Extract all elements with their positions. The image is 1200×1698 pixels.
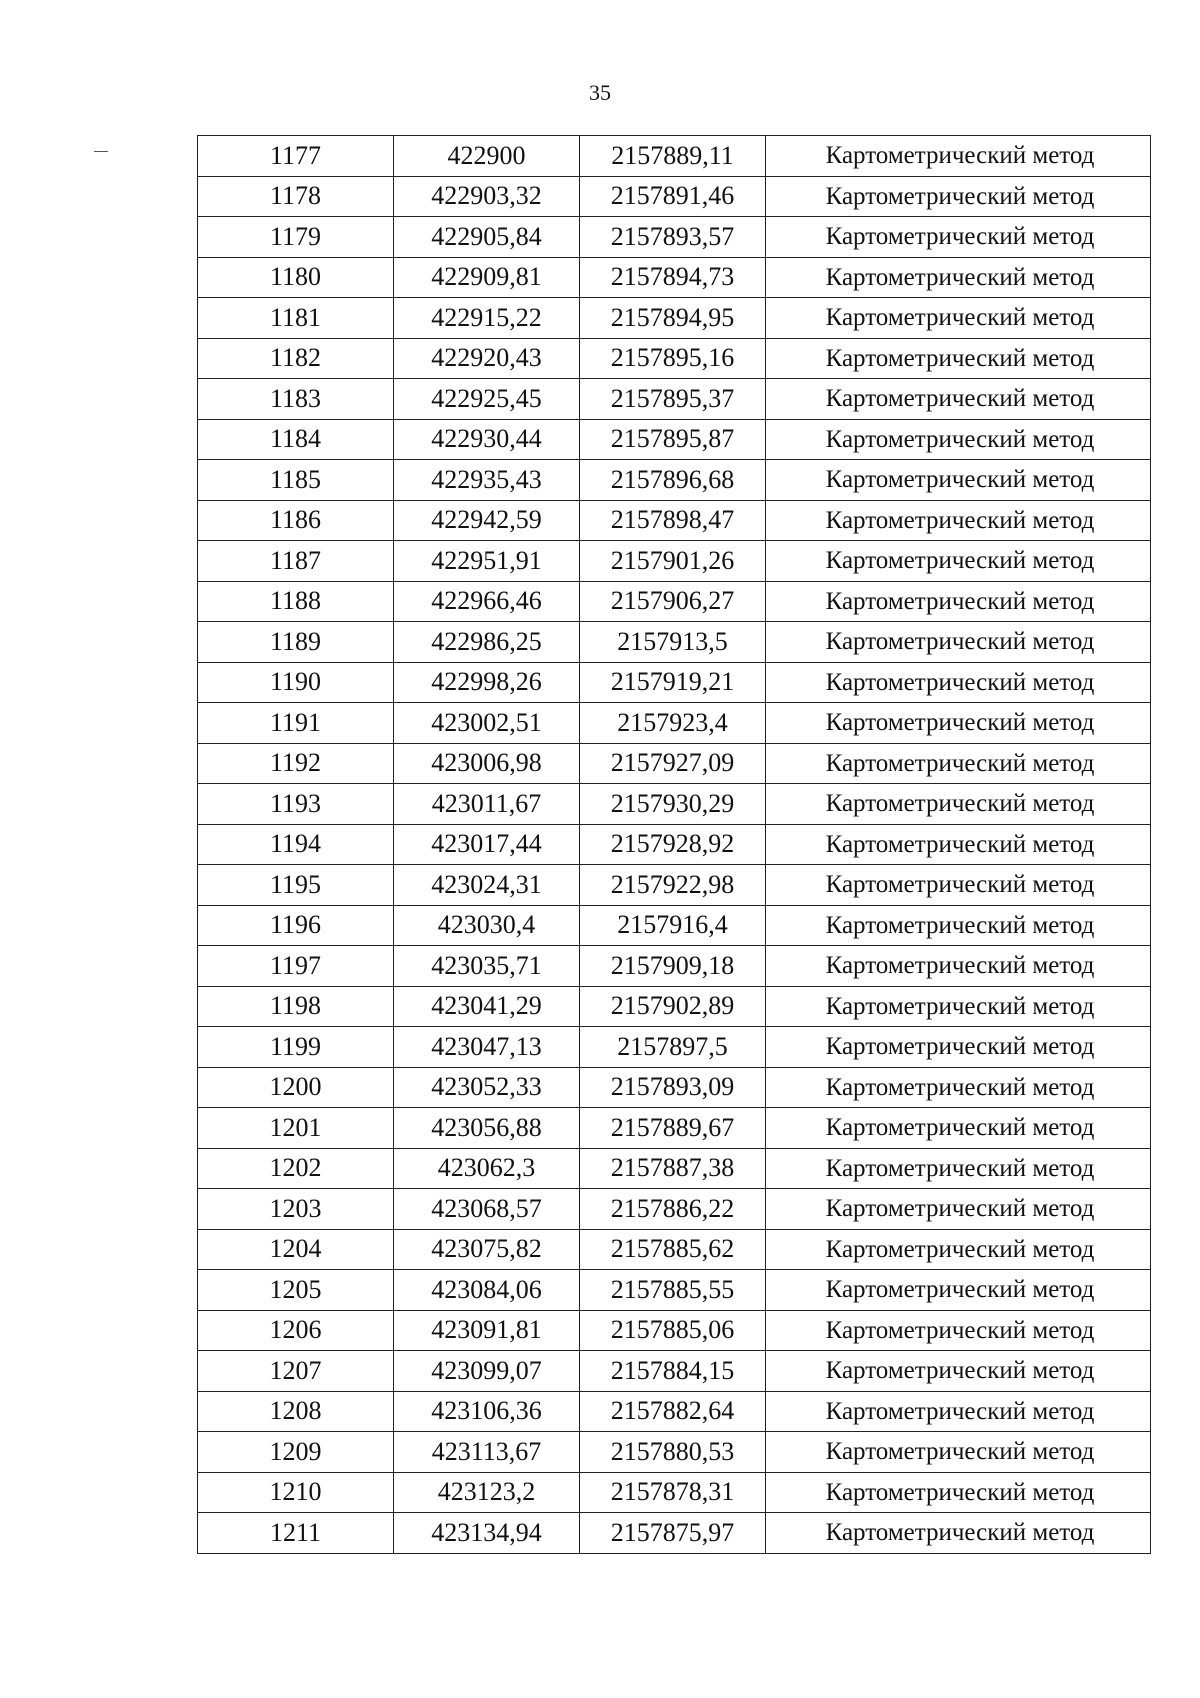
- y-coordinate-cell: 2157897,5: [580, 1027, 766, 1068]
- point-number-cell: 1205: [198, 1270, 394, 1311]
- point-number-cell: 1209: [198, 1432, 394, 1473]
- table-row: [198, 703, 1151, 744]
- table-row: [198, 298, 1151, 339]
- y-coordinate-cell: 2157887,38: [580, 1148, 766, 1189]
- point-number-cell: 1211: [198, 1513, 394, 1554]
- coordinates-table: [197, 135, 1151, 1554]
- method-cell: Картометрический метод: [766, 1391, 1151, 1432]
- table-row: [198, 946, 1151, 987]
- x-coordinate-cell: 422909,81: [394, 257, 580, 298]
- x-coordinate-cell: 423134,94: [394, 1513, 580, 1554]
- y-coordinate-cell: 2157878,31: [580, 1472, 766, 1513]
- method-cell: Картометрический метод: [766, 1027, 1151, 1068]
- x-coordinate-cell: 423017,44: [394, 824, 580, 865]
- x-coordinate-cell: 423047,13: [394, 1027, 580, 1068]
- method-cell: Картометрический метод: [766, 176, 1151, 217]
- table-row: [198, 1027, 1151, 1068]
- table-row: [198, 1148, 1151, 1189]
- x-coordinate-cell: 423099,07: [394, 1351, 580, 1392]
- x-coordinate-cell: 423011,67: [394, 784, 580, 825]
- point-number-cell: 1195: [198, 865, 394, 906]
- x-coordinate-cell: 423068,57: [394, 1189, 580, 1230]
- method-cell: Картометрический метод: [766, 298, 1151, 339]
- y-coordinate-cell: 2157919,21: [580, 662, 766, 703]
- table-row: [198, 1229, 1151, 1270]
- y-coordinate-cell: 2157884,15: [580, 1351, 766, 1392]
- method-cell: Картометрический метод: [766, 905, 1151, 946]
- point-number-cell: 1199: [198, 1027, 394, 1068]
- table-row: [198, 136, 1151, 177]
- table-row: [198, 1310, 1151, 1351]
- x-coordinate-cell: 423062,3: [394, 1148, 580, 1189]
- y-coordinate-cell: 2157898,47: [580, 500, 766, 541]
- point-number-cell: 1191: [198, 703, 394, 744]
- x-coordinate-cell: 423006,98: [394, 743, 580, 784]
- y-coordinate-cell: 2157885,06: [580, 1310, 766, 1351]
- x-coordinate-cell: 423024,31: [394, 865, 580, 906]
- table-row: [198, 217, 1151, 258]
- point-number-cell: 1188: [198, 581, 394, 622]
- table-row: [198, 338, 1151, 379]
- method-cell: Картометрический метод: [766, 136, 1151, 177]
- method-cell: Картометрический метод: [766, 338, 1151, 379]
- table-row: [198, 176, 1151, 217]
- method-cell: Картометрический метод: [766, 865, 1151, 906]
- table-row: [198, 1472, 1151, 1513]
- table-row: [198, 1270, 1151, 1311]
- x-coordinate-cell: 422986,25: [394, 622, 580, 663]
- table-row: [198, 1432, 1151, 1473]
- point-number-cell: 1183: [198, 379, 394, 420]
- method-cell: Картометрический метод: [766, 986, 1151, 1027]
- page-number: 35: [589, 80, 611, 105]
- method-cell: Картометрический метод: [766, 1270, 1151, 1311]
- y-coordinate-cell: 2157895,87: [580, 419, 766, 460]
- y-coordinate-cell: 2157891,46: [580, 176, 766, 217]
- x-coordinate-cell: 423002,51: [394, 703, 580, 744]
- table-row: [198, 905, 1151, 946]
- y-coordinate-cell: 2157882,64: [580, 1391, 766, 1432]
- table-row: [198, 500, 1151, 541]
- y-coordinate-cell: 2157906,27: [580, 581, 766, 622]
- method-cell: Картометрический метод: [766, 419, 1151, 460]
- x-coordinate-cell: 423030,4: [394, 905, 580, 946]
- y-coordinate-cell: 2157913,5: [580, 622, 766, 663]
- table-row: [198, 662, 1151, 703]
- margin-dash: [94, 151, 108, 152]
- method-cell: Картометрический метод: [766, 1189, 1151, 1230]
- table-row: [198, 1108, 1151, 1149]
- x-coordinate-cell: 423123,2: [394, 1472, 580, 1513]
- table-row: [198, 1391, 1151, 1432]
- x-coordinate-cell: 422942,59: [394, 500, 580, 541]
- method-cell: Картометрический метод: [766, 1067, 1151, 1108]
- point-number-cell: 1186: [198, 500, 394, 541]
- y-coordinate-cell: 2157886,22: [580, 1189, 766, 1230]
- table-row: [198, 1189, 1151, 1230]
- method-cell: Картометрический метод: [766, 1513, 1151, 1554]
- table-row: [198, 824, 1151, 865]
- y-coordinate-cell: 2157895,37: [580, 379, 766, 420]
- y-coordinate-cell: 2157875,97: [580, 1513, 766, 1554]
- point-number-cell: 1201: [198, 1108, 394, 1149]
- y-coordinate-cell: 2157902,89: [580, 986, 766, 1027]
- table-row: [198, 257, 1151, 298]
- x-coordinate-cell: 422903,32: [394, 176, 580, 217]
- point-number-cell: 1203: [198, 1189, 394, 1230]
- x-coordinate-cell: 422915,22: [394, 298, 580, 339]
- table-row: [198, 1351, 1151, 1392]
- point-number-cell: 1179: [198, 217, 394, 258]
- y-coordinate-cell: 2157922,98: [580, 865, 766, 906]
- y-coordinate-cell: 2157927,09: [580, 743, 766, 784]
- method-cell: Картометрический метод: [766, 1310, 1151, 1351]
- method-cell: Картометрический метод: [766, 1229, 1151, 1270]
- method-cell: Картометрический метод: [766, 500, 1151, 541]
- y-coordinate-cell: 2157893,57: [580, 217, 766, 258]
- y-coordinate-cell: 2157916,4: [580, 905, 766, 946]
- point-number-cell: 1210: [198, 1472, 394, 1513]
- y-coordinate-cell: 2157889,67: [580, 1108, 766, 1149]
- y-coordinate-cell: 2157923,4: [580, 703, 766, 744]
- x-coordinate-cell: 422900: [394, 136, 580, 177]
- x-coordinate-cell: 422966,46: [394, 581, 580, 622]
- point-number-cell: 1182: [198, 338, 394, 379]
- point-number-cell: 1190: [198, 662, 394, 703]
- x-coordinate-cell: 423091,81: [394, 1310, 580, 1351]
- point-number-cell: 1200: [198, 1067, 394, 1108]
- y-coordinate-cell: 2157894,73: [580, 257, 766, 298]
- table-row: [198, 379, 1151, 420]
- y-coordinate-cell: 2157885,55: [580, 1270, 766, 1311]
- y-coordinate-cell: 2157909,18: [580, 946, 766, 987]
- method-cell: Картометрический метод: [766, 703, 1151, 744]
- point-number-cell: 1184: [198, 419, 394, 460]
- method-cell: Картометрический метод: [766, 541, 1151, 582]
- x-coordinate-cell: 423056,88: [394, 1108, 580, 1149]
- y-coordinate-cell: 2157889,11: [580, 136, 766, 177]
- point-number-cell: 1193: [198, 784, 394, 825]
- table-row: [198, 460, 1151, 501]
- method-cell: Картометрический метод: [766, 1108, 1151, 1149]
- point-number-cell: 1198: [198, 986, 394, 1027]
- table-row: [198, 419, 1151, 460]
- table-row: [198, 1513, 1151, 1554]
- point-number-cell: 1196: [198, 905, 394, 946]
- x-coordinate-cell: 422905,84: [394, 217, 580, 258]
- method-cell: Картометрический метод: [766, 460, 1151, 501]
- point-number-cell: 1206: [198, 1310, 394, 1351]
- table-row: [198, 622, 1151, 663]
- method-cell: Картометрический метод: [766, 581, 1151, 622]
- point-number-cell: 1180: [198, 257, 394, 298]
- x-coordinate-cell: 422920,43: [394, 338, 580, 379]
- point-number-cell: 1181: [198, 298, 394, 339]
- method-cell: Картометрический метод: [766, 1351, 1151, 1392]
- method-cell: Картометрический метод: [766, 824, 1151, 865]
- y-coordinate-cell: 2157896,68: [580, 460, 766, 501]
- x-coordinate-cell: 423041,29: [394, 986, 580, 1027]
- y-coordinate-cell: 2157928,92: [580, 824, 766, 865]
- table-row: [198, 986, 1151, 1027]
- x-coordinate-cell: 423084,06: [394, 1270, 580, 1311]
- y-coordinate-cell: 2157885,62: [580, 1229, 766, 1270]
- x-coordinate-cell: 422935,43: [394, 460, 580, 501]
- coordinates-table-body: [198, 136, 1151, 1554]
- y-coordinate-cell: 2157930,29: [580, 784, 766, 825]
- x-coordinate-cell: 423052,33: [394, 1067, 580, 1108]
- method-cell: Картометрический метод: [766, 379, 1151, 420]
- point-number-cell: 1204: [198, 1229, 394, 1270]
- point-number-cell: 1177: [198, 136, 394, 177]
- method-cell: Картометрический метод: [766, 622, 1151, 663]
- method-cell: Картометрический метод: [766, 1472, 1151, 1513]
- method-cell: Картометрический метод: [766, 1432, 1151, 1473]
- point-number-cell: 1185: [198, 460, 394, 501]
- table-row: [198, 865, 1151, 906]
- point-number-cell: 1207: [198, 1351, 394, 1392]
- method-cell: Картометрический метод: [766, 217, 1151, 258]
- x-coordinate-cell: 422998,26: [394, 662, 580, 703]
- point-number-cell: 1187: [198, 541, 394, 582]
- point-number-cell: 1178: [198, 176, 394, 217]
- point-number-cell: 1202: [198, 1148, 394, 1189]
- point-number-cell: 1192: [198, 743, 394, 784]
- table-row: [198, 1067, 1151, 1108]
- x-coordinate-cell: 422930,44: [394, 419, 580, 460]
- y-coordinate-cell: 2157895,16: [580, 338, 766, 379]
- point-number-cell: 1197: [198, 946, 394, 987]
- method-cell: Картометрический метод: [766, 946, 1151, 987]
- x-coordinate-cell: 423035,71: [394, 946, 580, 987]
- x-coordinate-cell: 422951,91: [394, 541, 580, 582]
- point-number-cell: 1189: [198, 622, 394, 663]
- point-number-cell: 1208: [198, 1391, 394, 1432]
- y-coordinate-cell: 2157901,26: [580, 541, 766, 582]
- point-number-cell: 1194: [198, 824, 394, 865]
- x-coordinate-cell: 423113,67: [394, 1432, 580, 1473]
- y-coordinate-cell: 2157893,09: [580, 1067, 766, 1108]
- y-coordinate-cell: 2157894,95: [580, 298, 766, 339]
- method-cell: Картометрический метод: [766, 1148, 1151, 1189]
- table-row: [198, 743, 1151, 784]
- x-coordinate-cell: 423075,82: [394, 1229, 580, 1270]
- x-coordinate-cell: 422925,45: [394, 379, 580, 420]
- table-row: [198, 784, 1151, 825]
- table-row: [198, 541, 1151, 582]
- y-coordinate-cell: 2157880,53: [580, 1432, 766, 1473]
- x-coordinate-cell: 423106,36: [394, 1391, 580, 1432]
- method-cell: Картометрический метод: [766, 257, 1151, 298]
- table-row: [198, 581, 1151, 622]
- method-cell: Картометрический метод: [766, 784, 1151, 825]
- method-cell: Картометрический метод: [766, 743, 1151, 784]
- method-cell: Картометрический метод: [766, 662, 1151, 703]
